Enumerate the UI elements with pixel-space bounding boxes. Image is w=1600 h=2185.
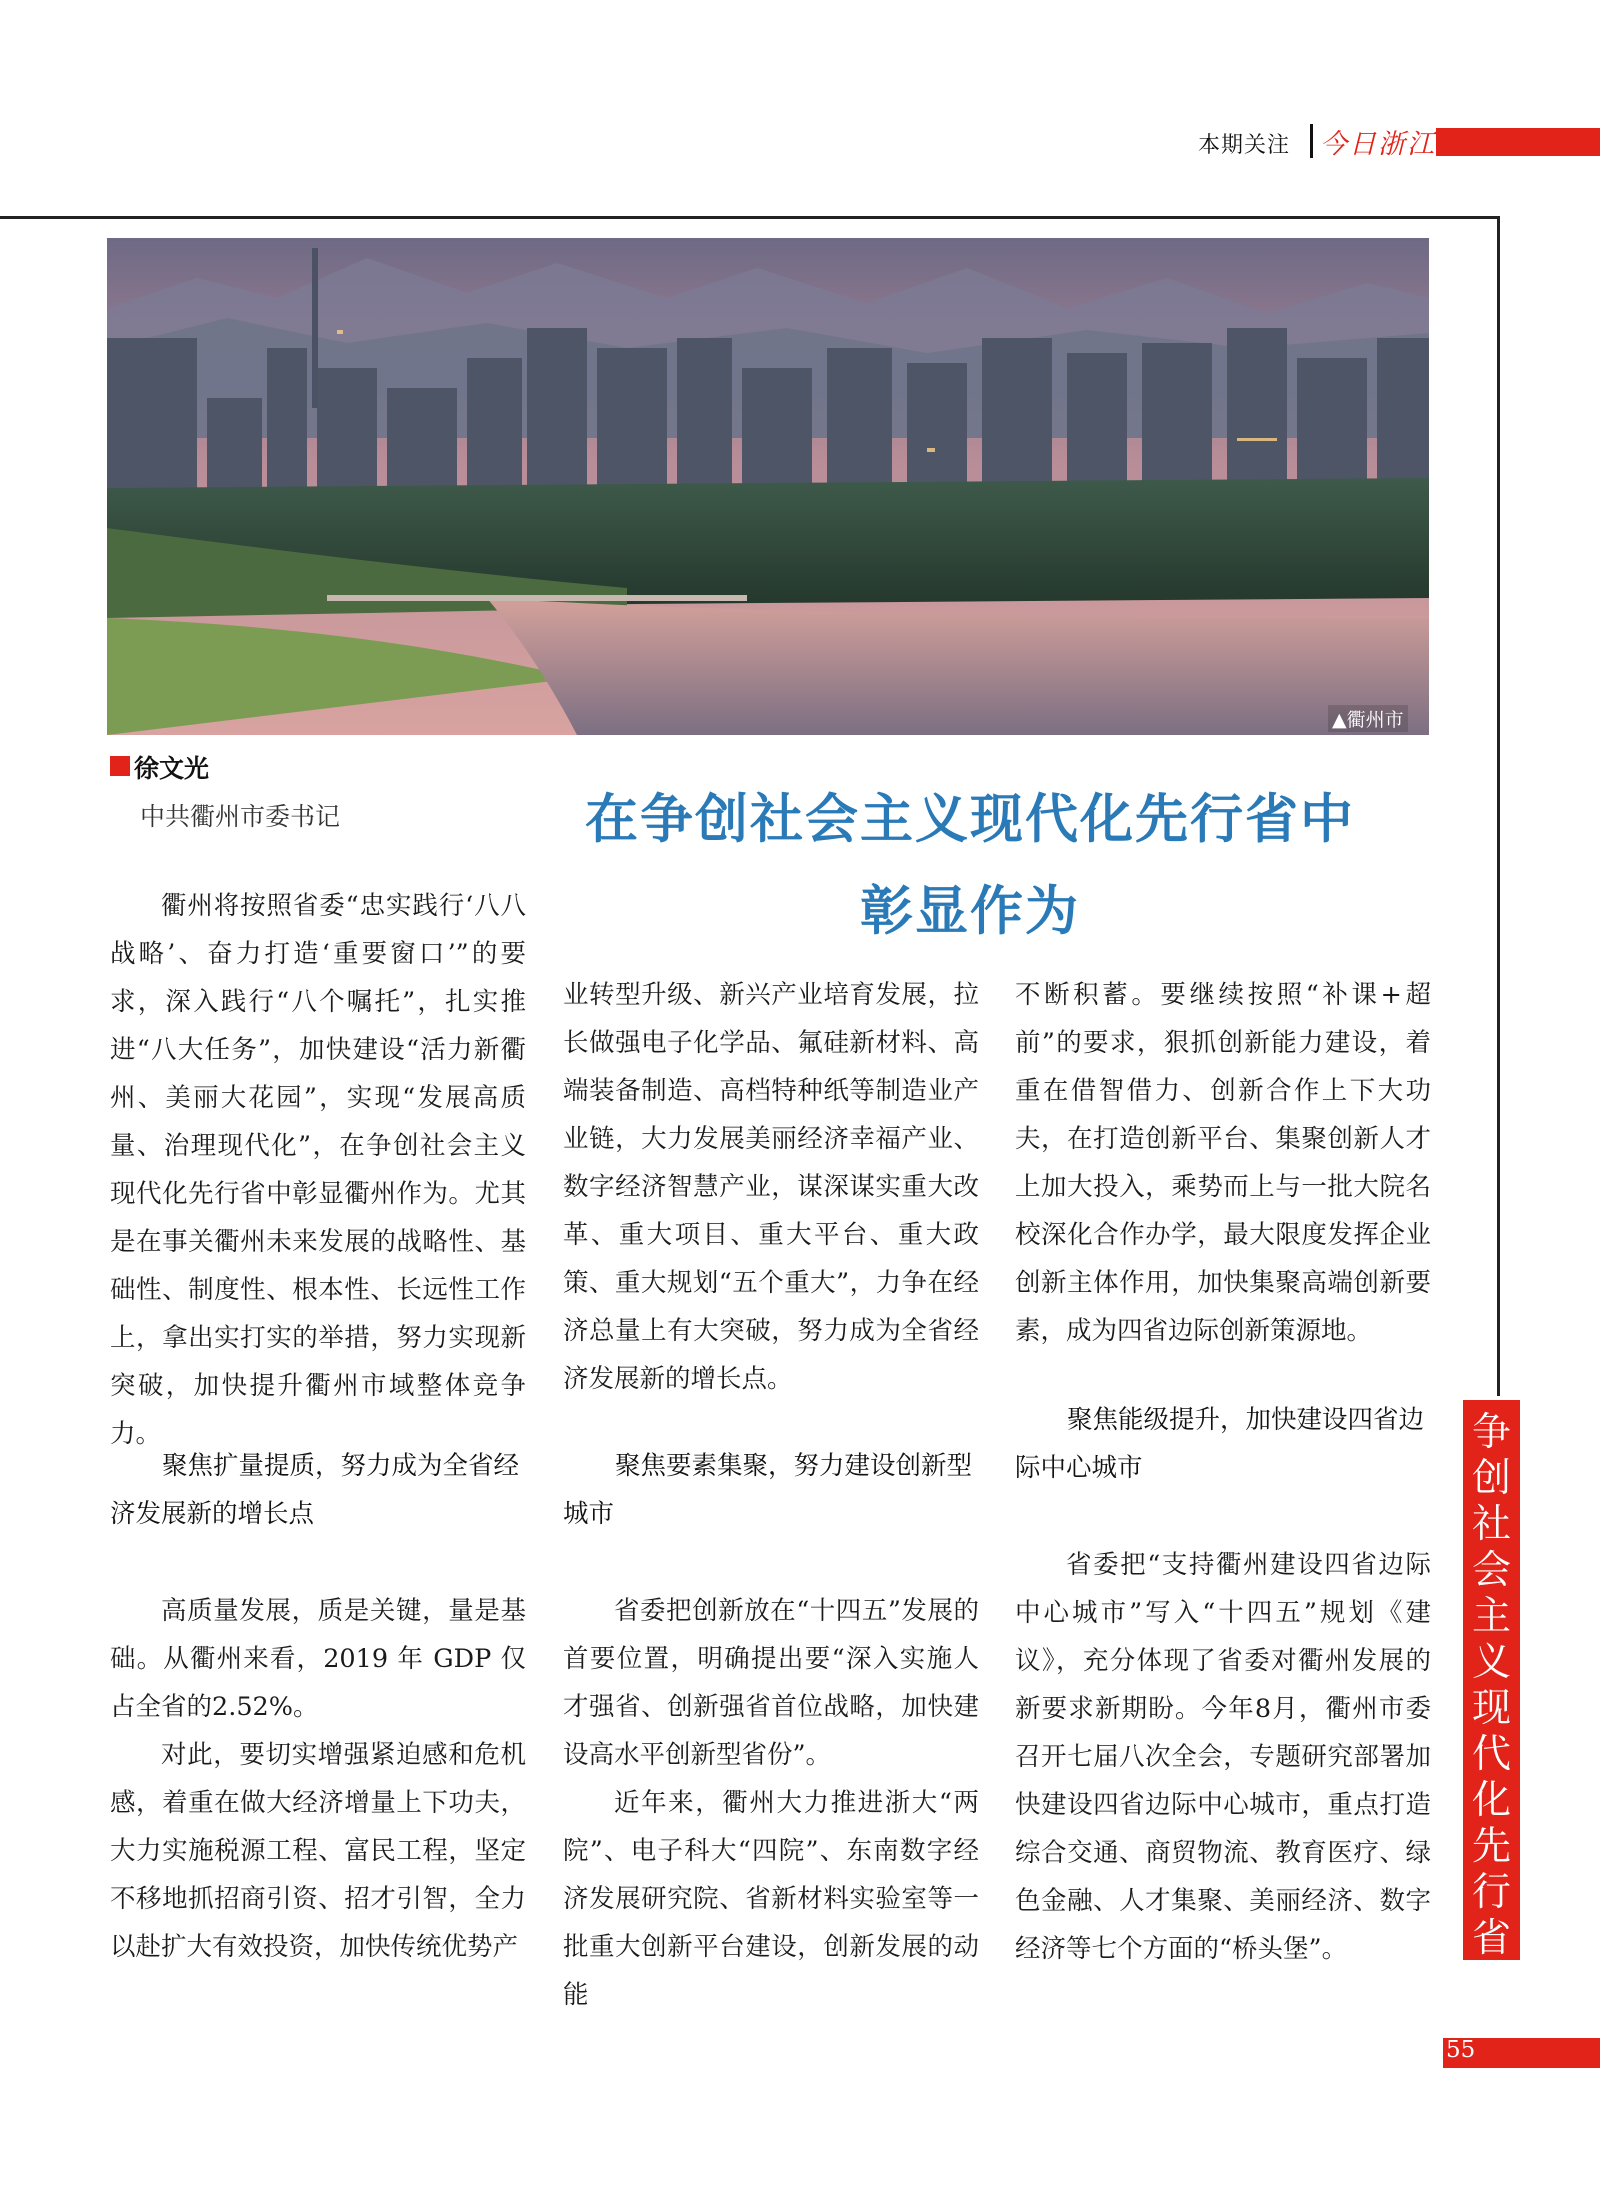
col3-paragraph-1: 省委把“支持衢州建设四省边际中心城市”写入“十四五”规划《建议》，充分体现了省委对衢州发展的新要求新期盼。今年8月，衢州市委召开七届八次全会，专题研究部署加快建设四省边际中心城市，重点打造综合交通、商贸物流、教育医疗、绿色金融、人才集聚、美丽经济、数字经济等七个方面的“桥头堡”。 xyxy=(1015,1550,1431,1964)
section-label: 本期关注 xyxy=(1198,133,1291,158)
col3-heading-text: 聚焦能级提升，加快建设四省边际中心城市 xyxy=(1015,1405,1425,1483)
col1-intro xyxy=(110,882,526,1458)
col2-paragraph-0: 业转型升级、新兴产业培育发展，拉长做强电子化学品、氟硅新材料、高端装备制造、高档特种纸等制造业产业链，大力发展美丽经济幸福产业、数字经济智慧产业，谋深谋实重大改革、重大项目、重大平台、重大政策、重大规划“五个重大”，力争在经济总量上有大突破，努力成为全省经济发展新的增长点。 xyxy=(563,980,979,1394)
author-marker xyxy=(110,756,130,776)
side-label-text: 争创社会主义现代化先行省 xyxy=(1471,1410,1511,1961)
frame-right-rule xyxy=(1497,216,1500,1396)
col2-heading xyxy=(563,1442,979,1538)
col2-heading-text: 聚焦要素集聚，努力建设创新型城市 xyxy=(563,1451,973,1529)
col2-paragraph-2: 近年来，衢州大力推进浙大“两院”、电子科大“四院”、东南数字经济发展研究院、省新材料实验室等一批重大创新平台建设，创新发展的动能 xyxy=(563,1788,979,2010)
col2-paragraph-1: 省委把创新放在“十四五”发展的首要位置，明确提出要“深入实施人才强省、创新强省首位战略，加快建设高水平创新型省份”。 xyxy=(563,1596,979,1770)
col3-heading xyxy=(1015,1396,1431,1492)
col2-top xyxy=(563,971,979,1403)
frame-top-rule xyxy=(0,216,1500,219)
col3-top xyxy=(1015,971,1431,1355)
col3-body xyxy=(1015,1541,1431,1973)
page-number: 55 xyxy=(1446,2037,1476,2063)
magazine-brand: 今日浙江 xyxy=(1320,129,1436,160)
author-title: 中共衢州市委书记 xyxy=(140,802,341,831)
photo-caption: ▲衢州市 xyxy=(1328,705,1408,732)
col1-paragraph-2: 对此，要切实增强紧迫感和危机感，着重在做大经济增量上下功夫，大力实施税源工程、富民工程，坚定不移地抓招商引资、招才引智，全力以赴扩大有效投资，加快传统优势产 xyxy=(110,1740,526,1962)
col2-body xyxy=(563,1587,979,2019)
city-photo xyxy=(107,238,1429,735)
article-title-line2: 彰显作为 xyxy=(860,880,1080,942)
col1-paragraph-1: 高质量发展，质是关键，量是基础。从衢州来看，2019 年 GDP 仅占全省的2.52%。 xyxy=(110,1596,526,1722)
col3-paragraph-0: 不断积蓄。要继续按照“补课+超前”的要求，狠抓创新能力建设，着重在借智借力、创新合作上下大功夫，在打造创新平台、集聚创新人才上加大投入，乘势而上与一批大院名校深化合作办学，最大限度发挥企业创新主体作用，加快集聚高端创新要素，成为四省边际创新策源地。 xyxy=(1015,980,1431,1346)
col1-body xyxy=(110,1587,526,1971)
col1-heading-text: 聚焦扩量提质，努力成为全省经济发展新的增长点 xyxy=(110,1451,520,1529)
header-divider xyxy=(1310,124,1313,158)
col1-intro-paragraph: 衢州将按照省委“忠实践行‘八八战略’、奋力打造‘重要窗口’”的要求，深入践行“八个嘱托”，扎实推进“八大任务”，加快建设“活力新衢州、美丽大花园”，实现“发展高质量、治理现代化”，在争创社会主义现代化先行省中彰显衢州作为。尤其是在事关衢州未来发展的战略性、基础性、制度性、根本性、长远性工作上，拿出实打实的举措，努力实现新突破，加快提升衢州市域整体竞争力。 xyxy=(110,891,526,1449)
header-red-bar xyxy=(1436,128,1600,156)
col1-heading xyxy=(110,1442,526,1538)
author-name: 徐文光 xyxy=(134,754,210,783)
article-title-line1: 在争创社会主义现代化先行省中 xyxy=(585,788,1355,850)
